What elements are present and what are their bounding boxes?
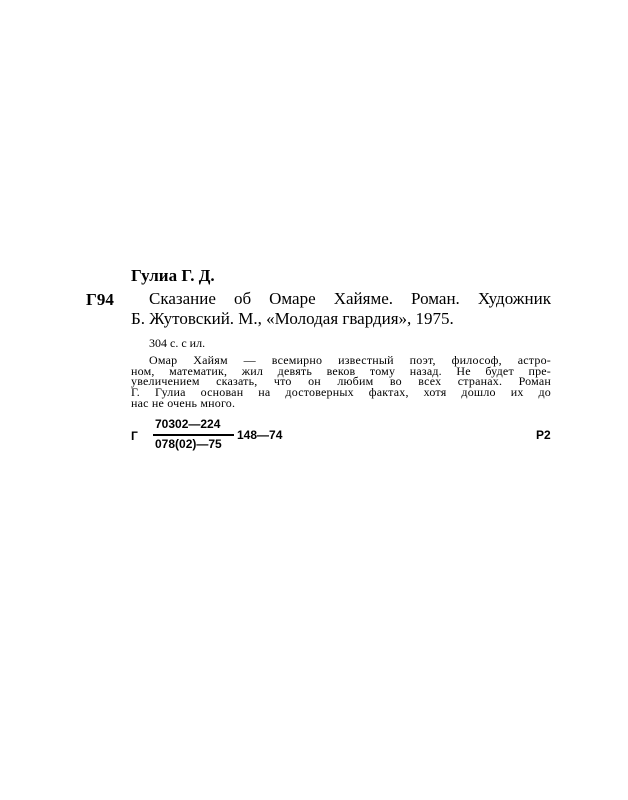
index-letter: Г	[131, 429, 138, 443]
annotation-line: увеличением сказать, что он любим во всех странах. Роман	[131, 374, 551, 389]
classification-code: Г94	[86, 290, 114, 309]
author-name: Гулиа Г. Д.	[131, 266, 215, 285]
bbk-code: Р2	[536, 428, 551, 442]
index-suffix: 148—74	[237, 428, 283, 442]
title-line-1: Сказание об Омаре Хайяме. Роман. Художник	[149, 289, 551, 308]
fraction-line	[153, 434, 234, 436]
annotation-line: Г. Гулиа основан на достоверных фактах, хотя дошло их до	[131, 385, 551, 400]
annotation-line: ном, математик, жил девять веков тому назад. Не будет пре-	[131, 363, 551, 378]
index-denominator: 078(02)—75	[155, 437, 222, 451]
index-numerator: 70302—224	[155, 417, 221, 431]
annotation-line: Омар Хайям — всемирно известный поэт, философ, астро-	[149, 353, 551, 367]
page-count: 304 с. с ил.	[149, 336, 206, 350]
title-line-2: Б. Жутовский. М., «Молодая гвардия», 1975.	[131, 309, 454, 328]
book-title-block	[131, 289, 551, 329]
annotation-line: нас не очень много.	[131, 395, 236, 410]
annotation-block	[131, 355, 551, 409]
